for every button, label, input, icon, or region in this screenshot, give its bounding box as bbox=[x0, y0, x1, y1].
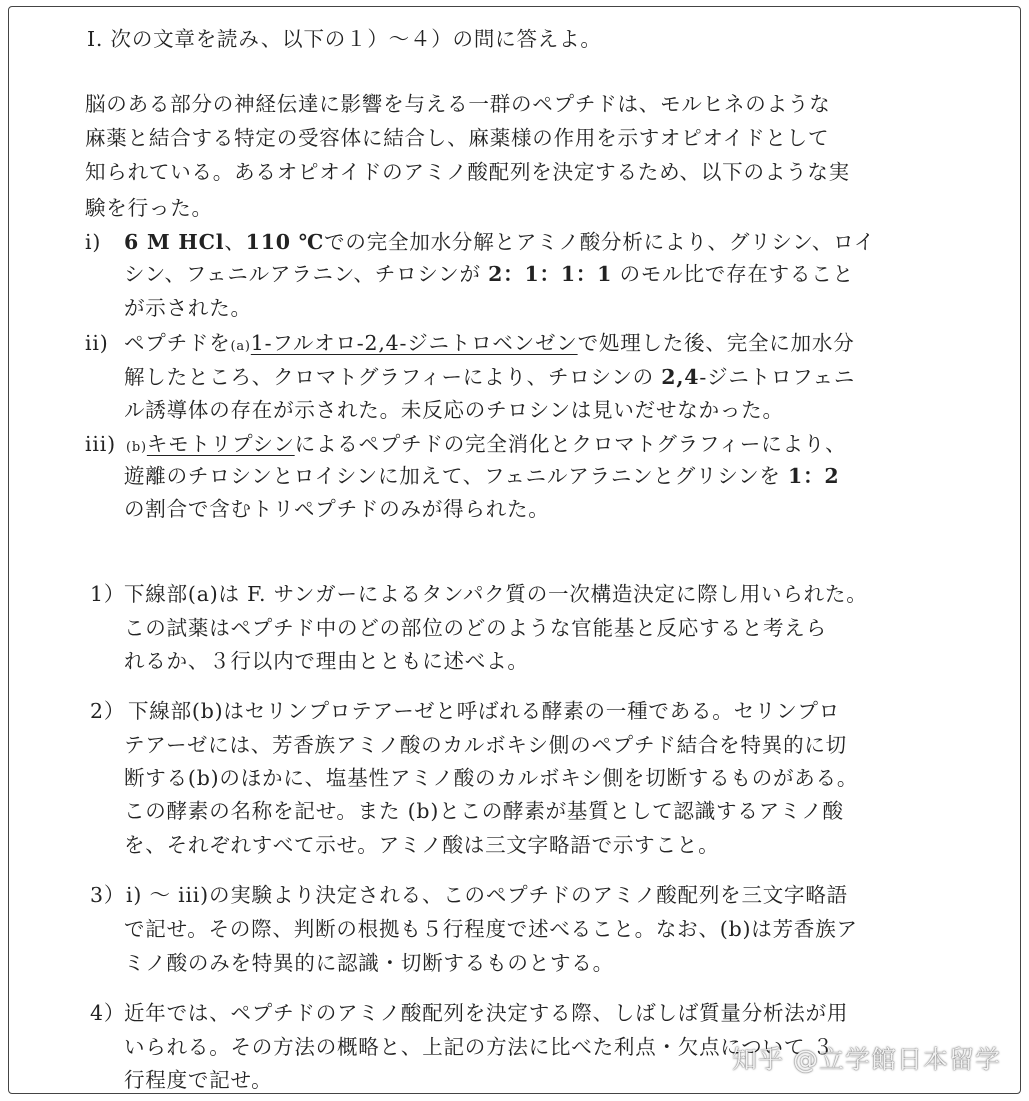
q3-line-3: ミノ酸のみを特異的に認識・切断するものとする。 bbox=[124, 951, 614, 975]
watermark: 知乎 @立学館日本留学 bbox=[732, 1045, 1001, 1074]
exp2-marker: ii) bbox=[85, 331, 109, 355]
exp1-line-3: が示された。 bbox=[124, 296, 252, 320]
tag-a: (a) bbox=[230, 339, 251, 354]
q1-number: 1） bbox=[90, 582, 126, 606]
exp1-line-2: シン、フェニルアラニン、チロシンが 2：1：1：1 のモル比で存在すること bbox=[124, 262, 854, 286]
intro-line-4: 験を行った。 bbox=[85, 196, 213, 220]
q2-line-4: この酵素の名称を記せ。また (b)とこの酵素が基質として認識するアミノ酸 bbox=[124, 799, 844, 823]
exp1-ratio: 2：1：1：1 bbox=[488, 262, 613, 286]
intro-line-3: 知られている。あるオピオイドのアミノ酸配列を決定するため、以下のような実 bbox=[85, 160, 850, 184]
exp1-temp: 110 ℃ bbox=[245, 230, 325, 254]
q2-number: 2） bbox=[90, 699, 126, 723]
exp2-line-2: 解したところ、クロマトグラフィーにより、チロシンの 2,4-ジニトロフェニ bbox=[124, 365, 856, 389]
exp2-line-3: ル誘導体の存在が示された。未反応のチロシンは見いだせなかった。 bbox=[124, 398, 784, 422]
q2-line-2: テアーゼには、芳香族アミノ酸のカルボキシ側のペプチド結合を特異的に切 bbox=[124, 733, 847, 757]
intro-line-1: 脳のある部分の神経伝達に影響を与える一群のペプチドは、モルヒネのような bbox=[85, 92, 831, 116]
exp1-hcl: 6 M HCl bbox=[124, 230, 225, 254]
q1-line-3: れるか、３行以内で理由とともに述べよ。 bbox=[124, 649, 529, 673]
q1-line-1: 下線部(a)は F. サンガーによるタンパク質の一次構造決定に際し用いられた。 bbox=[124, 582, 868, 606]
q2-line-3: 断する(b)のほかに、塩基性アミノ酸のカルボキシ側を切断するものがある。 bbox=[124, 766, 859, 790]
q1-line-2: この試薬はペプチド中のどの部位のどのような官能基と反応すると考えら bbox=[124, 616, 827, 640]
exp3-marker: iii) bbox=[85, 432, 116, 456]
q4-line-1: 近年では、ペプチドのアミノ酸配列を決定する際、しばしば質量分析法が用 bbox=[124, 1001, 849, 1025]
exp1-line-1: 6 M HCl、110 ℃での完全加水分解とアミノ酸分析により、グリシン、ロイ bbox=[124, 230, 876, 254]
q3-line-1: i) ～ iii)の実験より決定される、このペプチドのアミノ酸配列を三文字略語 bbox=[126, 883, 848, 907]
enzyme-b-underlined: キモトリプシン bbox=[146, 432, 295, 456]
exp3-line-2: 遊離のチロシンとロイシンに加えて、フェニルアラニンとグリシンを 1：2 bbox=[124, 464, 840, 488]
q2-line-5: を、それぞれすべて示せ。アミノ酸は三文字略語で示すこと。 bbox=[124, 833, 720, 857]
reagent-a-underlined: 1-フルオロ-2,4-ジニトロベンゼン bbox=[250, 331, 578, 355]
q3-line-2: で記せ。その際、判断の根拠も５行程度で述べること。なお、(b)は芳香族ア bbox=[124, 917, 858, 941]
q3-number: 3） bbox=[90, 883, 126, 907]
intro-line-2: 麻薬と結合する特定の受容体に結合し、麻薬様の作用を示すオピオイドとして bbox=[85, 126, 830, 150]
q4-line-3: 行程度で記せ。 bbox=[124, 1068, 273, 1092]
q2-line-1: 下線部(b)はセリンプロテアーゼと呼ばれる酵素の一種である。セリンプロ bbox=[128, 699, 841, 723]
heading: I. 次の文章を読み、以下の１）～４）の問に答えよ。 bbox=[87, 27, 602, 51]
exp1-marker: i) bbox=[85, 230, 102, 254]
exp3-line-3: の割合で含むトリペプチドのみが得られた。 bbox=[124, 497, 550, 521]
q4-line-2: いられる。その方法の概略と、上記の方法に比べた利点・欠点について ３ bbox=[124, 1035, 834, 1059]
exp3-line-1: (b)キモトリプシンによるペプチドの完全消化とクロマトグラフィーにより、 bbox=[126, 432, 847, 456]
q4-number: 4） bbox=[90, 1001, 126, 1025]
exp2-line-1: ペプチドを(a)1-フルオロ-2,4-ジニトロベンゼンで処理した後、完全に加水分 bbox=[124, 331, 855, 355]
tag-b: (b) bbox=[126, 440, 147, 455]
